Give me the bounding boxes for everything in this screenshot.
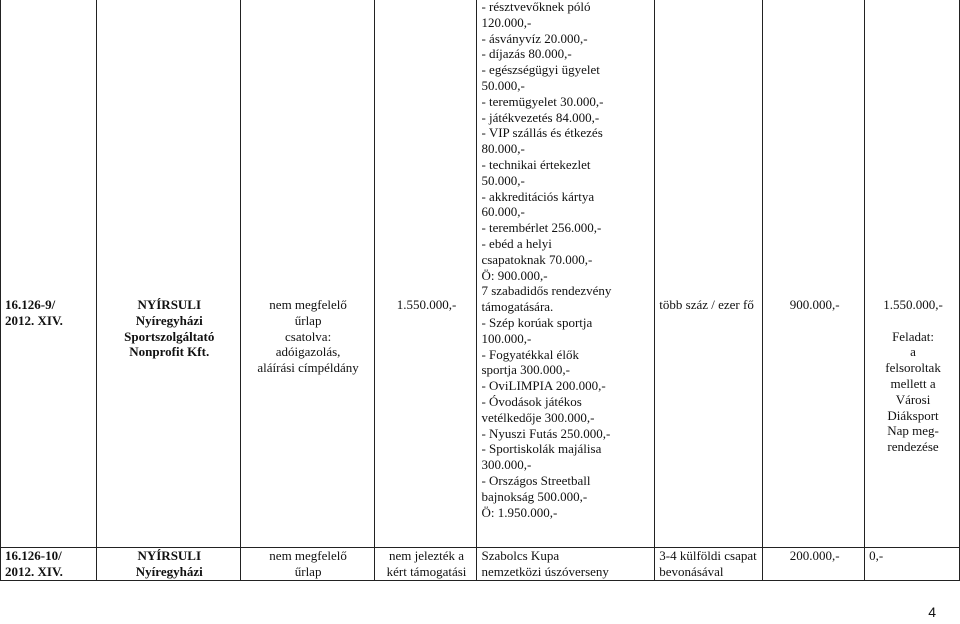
program-line: nemzetközi úszóverseny [481,563,609,579]
program-line: 7 szabadidős rendezvény [481,283,612,299]
participants: bevonásával [659,563,724,579]
amount: 900.000,- [789,297,840,312]
program-line: - Óvodások játékos [481,393,582,409]
program-line: - akkreditációs kártya [481,188,595,204]
program-line: - Szép korúak sportja [481,314,593,330]
decision-line: Diáksport [887,407,939,423]
program-line: - VIP szállás és étkezés [481,125,603,141]
program-line: 50.000,- [481,77,525,93]
program-line: Szabolcs Kupa [481,548,560,563]
program-line: - Fogyatékkal élők [481,346,579,362]
organization-line: Nonprofit Kft. [129,344,210,360]
program-line: - ásványvíz 20.000,- [481,30,588,46]
participants-cell [655,0,763,548]
program-line: - díjazás 80.000,- [481,46,572,62]
organization-name: NYÍRSULI [137,297,202,312]
participants-cell [655,548,763,581]
program-line: - résztvevőknek póló [481,0,591,14]
program-line: - OviLIMPIA 200.000,- [481,378,606,394]
decision-line: felsoroltak [885,360,941,376]
requested-amount-cell [374,548,477,581]
decision-line [869,313,957,329]
registration-number-cell [1,548,97,581]
program-line: 100.000,- [481,330,532,346]
program-line: vetélkedője 300.000,- [481,409,595,425]
program-line: - ebéd a helyi [481,235,552,251]
program-line: csapatoknak 70.000,- [481,251,593,267]
amount-cell [763,0,865,548]
decision-line: mellett a [890,375,936,391]
documents-line: űrlap [294,563,322,579]
organization-name: NYÍRSULI [137,548,202,563]
program-lines [481,0,652,520]
decision-line: Városi [895,391,931,407]
documents-line: űrlap [294,312,322,328]
program-line: 120.000,- [481,14,532,30]
program-line: Ö: 1.950.000,- [481,504,558,520]
program-line: 80.000,- [481,141,525,157]
organization-line: Nyíregyházi [135,563,203,579]
documents-line: nem megfelelő [269,548,347,563]
amount: 200.000,- [789,548,840,563]
decision-cell [865,548,960,581]
program-line: - Országos Streetball [481,472,591,488]
registration-number: 16.126-9/ [5,297,56,312]
decision-line: 1.550.000,- [883,297,943,312]
documents-cell [240,548,374,581]
program-line: - Nyuszi Futás 250.000,- [481,425,611,441]
registration-number: 2012. XIV. [5,563,63,579]
participants: több száz / ezer fő [659,297,754,312]
table-row [1,0,960,548]
registration-number: 16.126-10/ [5,548,62,563]
program-line: - Sportiskolák majálisa [481,441,602,457]
program-line: - terembérlet 256.000,- [481,220,602,236]
participants: 3-4 külföldi csapat [659,548,757,563]
program-line: - játékvezetés 84.000,- [481,109,600,125]
registration-number: 2012. XIV. [5,312,63,328]
documents-line: aláírási címpéldány [257,360,359,376]
amount-cell [763,548,865,581]
organization-cell [96,548,240,581]
program-line: támogatására. [481,299,554,315]
decision-line: a [910,344,916,360]
page-number: 4 [928,604,936,620]
program-line: - teremügyelet 30.000,- [481,93,604,109]
table-row [1,548,960,581]
decision-line: Nap meg- [887,423,939,439]
organization-line: Nyíregyházi [135,312,203,328]
decision-line: rendezése [887,439,939,455]
program-line: 300.000,- [481,457,532,473]
program-cell [477,548,655,581]
decision-line: Feladat: [892,328,934,344]
registration-number-cell [1,0,97,548]
requested-amount-cell [374,0,477,548]
program-line: - egészségügyi ügyelet [481,62,600,78]
requested-amount: kért támogatási [386,563,467,579]
documents-line: adóigazolás, [275,344,341,360]
program-line: bajnokság 500.000,- [481,488,588,504]
documents-line: csatolva: [284,328,332,344]
requested-amount: 1.550.000,- [396,297,457,312]
organization-line: Sportszolgáltató [124,328,215,344]
documents-cell [240,0,374,548]
program-line: 60.000,- [481,204,525,220]
organization-cell [96,0,240,548]
program-line: - technikai értekezlet [481,156,591,172]
requested-amount: nem jelezték a [388,548,465,563]
program-line: sportja 300.000,- [481,362,570,378]
decision-line: 0,- [869,548,884,563]
decision-cell [865,0,960,548]
program-line: 50.000,- [481,172,525,188]
documents-line: nem megfelelő [269,297,347,312]
decision-lines [869,0,957,455]
program-line: Ö: 900.000,- [481,267,548,283]
program-cell [477,0,655,548]
